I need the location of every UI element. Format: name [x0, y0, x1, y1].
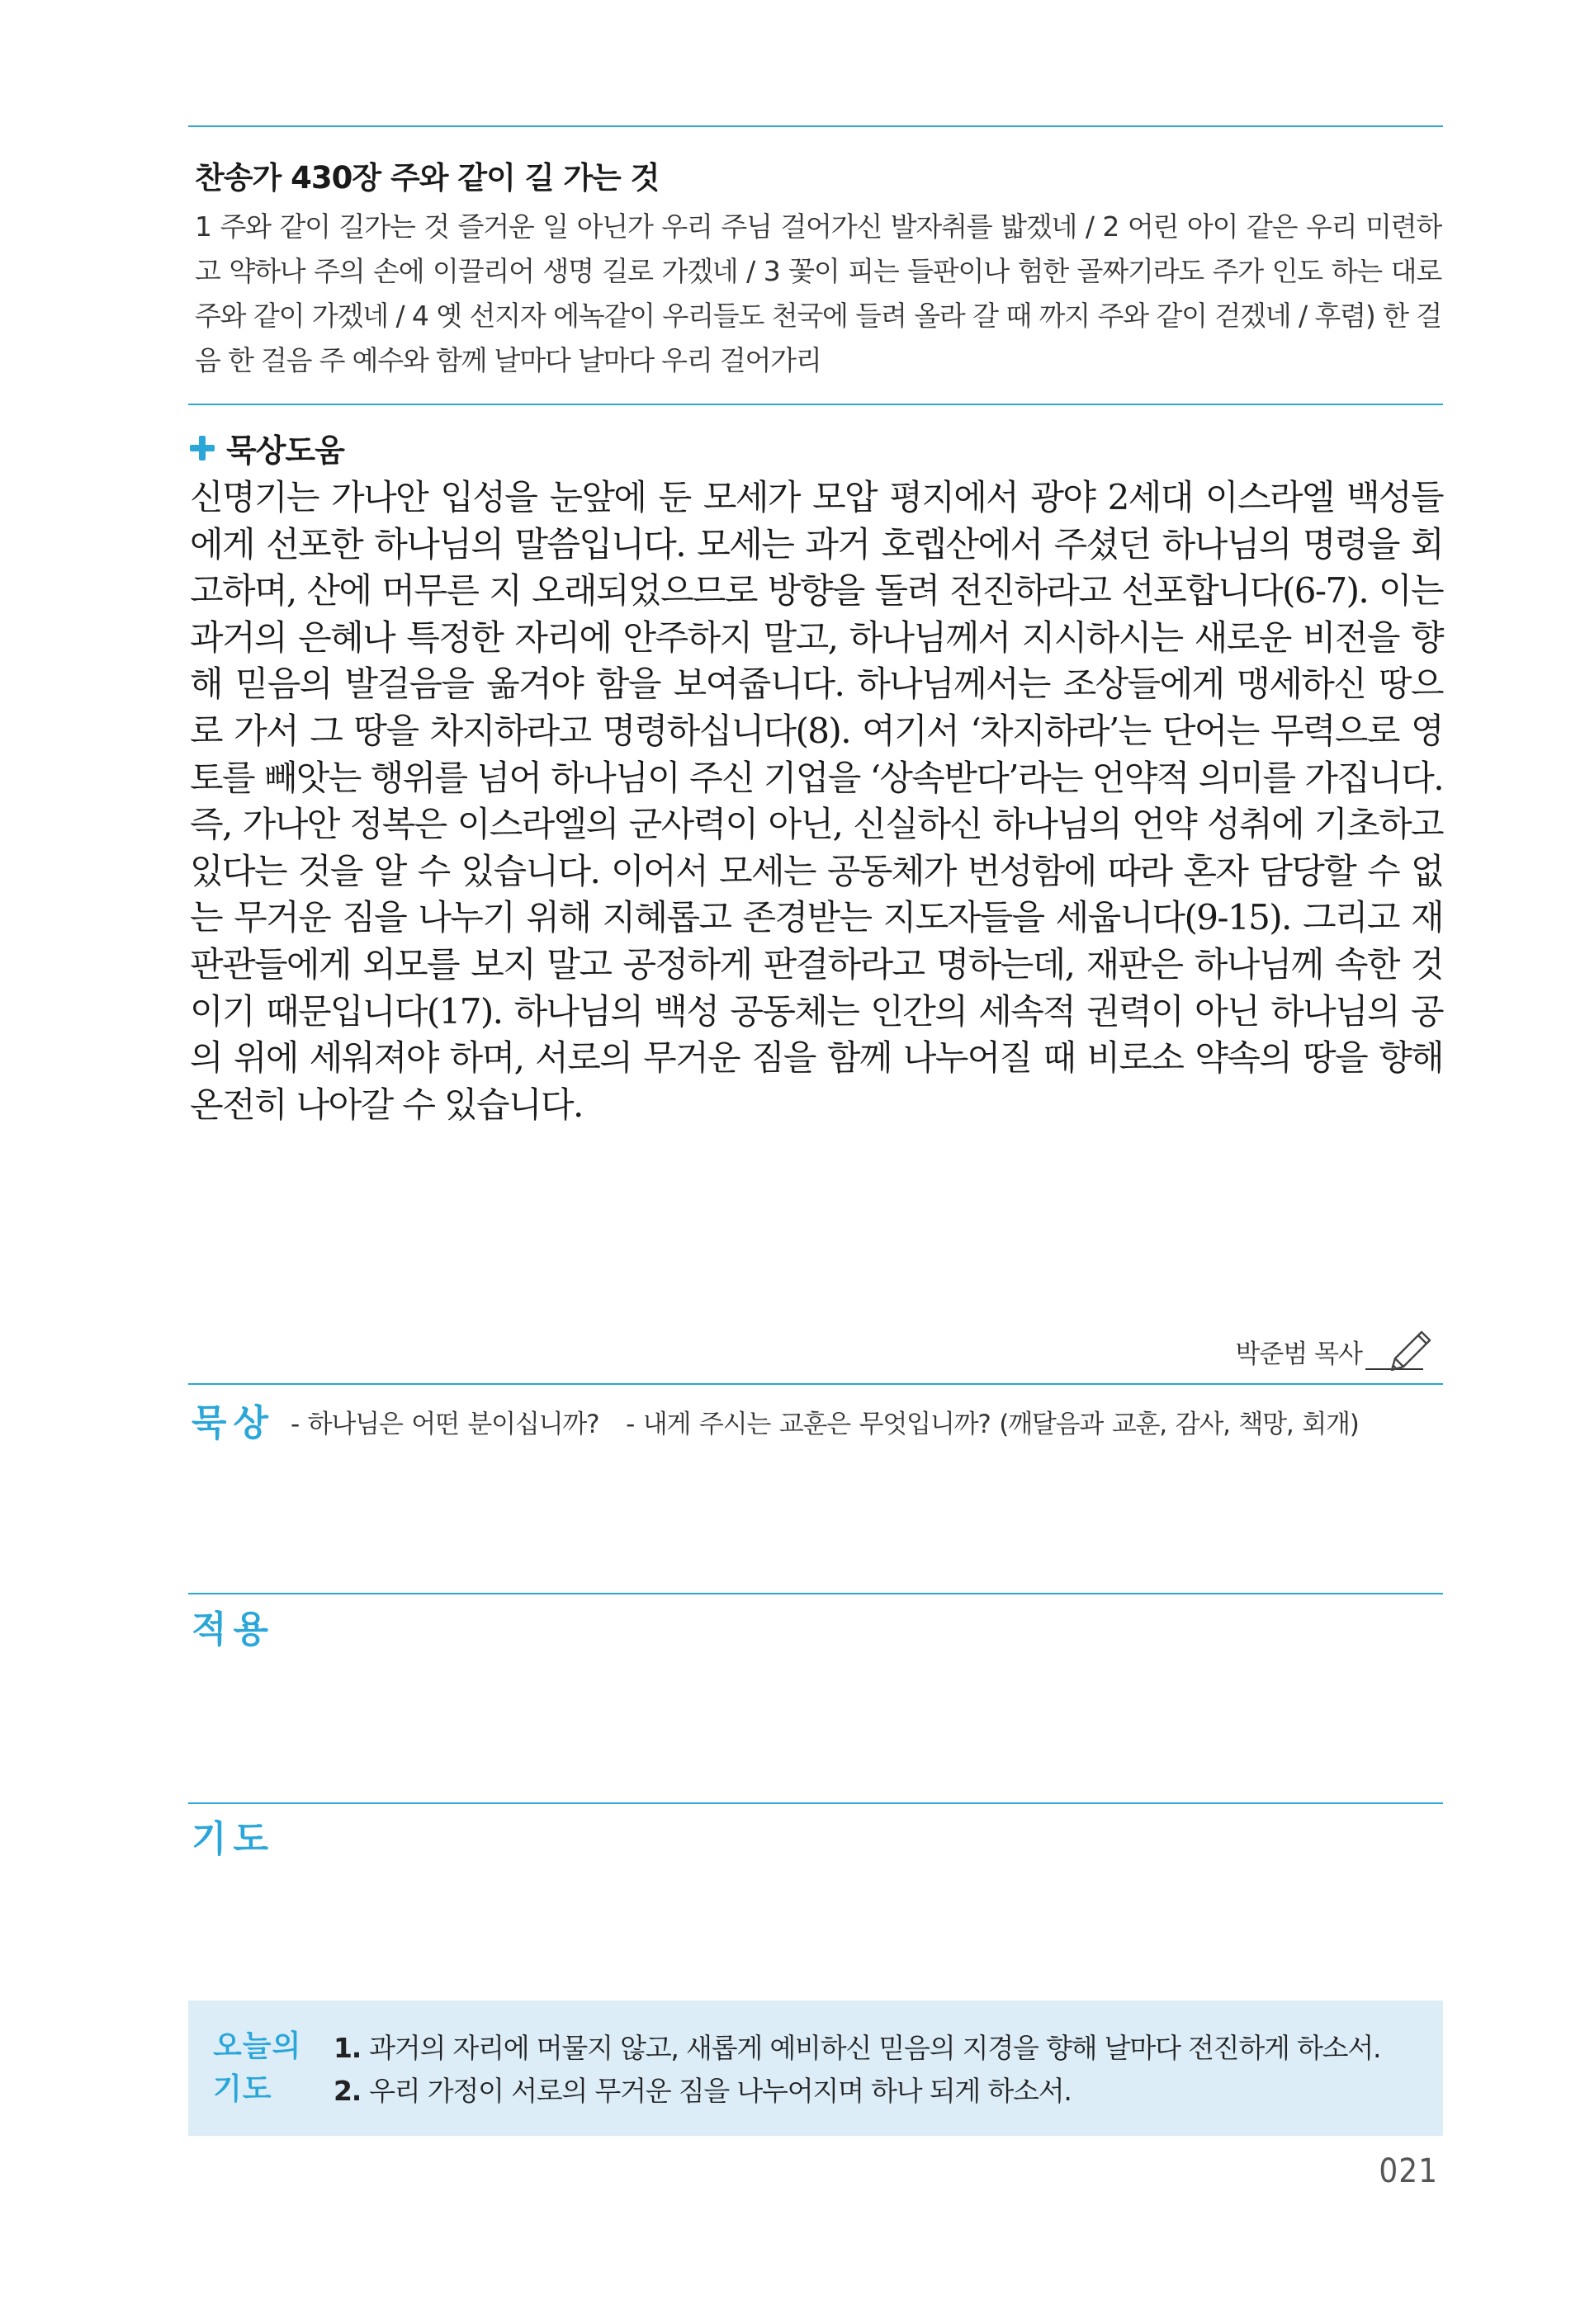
hymn-lyrics: 1 주와 같이 길가는 것 즐거운 일 아닌가 우리 주님 걸어가신 발자취를 밟겠네 / 2 어린 아이 같은 우리 미련하고 약하나 주의 손에 이끌리어 생명 길로 가겠네 / 3 꽃이 피는 들판이나 험한 골짜기라도 주가 인도 하는 대로 주와 같이 가겠네 / 4 옛 선지자 에녹같이 우리들도 천국에 들려 올라 갈 때 까지 주와 같이 걷겠네 / 후렴) 한 걸음 한 걸음 주 예수와 함께 날마다 날마다 우리 걸어가리: [195, 210, 1441, 376]
meditation-help-heading: [190, 425, 344, 470]
muksang-label: 묵상: [192, 1402, 276, 1444]
todays-prayer-label-line1: 오늘의: [213, 2029, 302, 2063]
meditation-help-title: 묵상도움: [226, 432, 344, 469]
plus-icon: [190, 436, 215, 461]
todays-prayer-label-line2: 기도: [213, 2072, 272, 2106]
prayer-item-text: 우리 가정이 서로의 무거운 짐을 나누어지며 하나 되게 하소서.: [369, 2075, 1072, 2107]
author-signature: [1235, 1322, 1436, 1370]
todays-prayer-label: [213, 2025, 301, 2111]
pencil-icon: [1385, 1322, 1436, 1373]
prayer-item: [334, 2027, 1380, 2070]
question-lesson: - 내게 주시는 교훈은 무엇입니까? (깨달음과 교훈, 감사, 책망, 회개): [626, 1410, 1359, 1439]
prayer-item-number: 1.: [334, 2032, 362, 2064]
page-number: 021: [1379, 2152, 1438, 2190]
prayer-item: [334, 2070, 1380, 2113]
todays-prayer-box: [188, 2000, 1443, 2136]
prayer-item-text: 과거의 자리에 머물지 않고, 새롭게 예비하신 믿음의 지경을 향해 날마다 전진하게 하소서.: [369, 2032, 1381, 2064]
author-name: 박준범 목사: [1235, 1339, 1362, 1369]
top-rule: [188, 125, 1443, 127]
application-rule: [188, 1593, 1443, 1594]
prayer-rule: [188, 1802, 1443, 1804]
hymn-bottom-rule: [188, 404, 1443, 405]
prayer-item-number: 2.: [334, 2075, 362, 2107]
meditation-help-body: 신명기는 가나안 입성을 눈앞에 둔 모세가 모압 평지에서 광야 2세대 이스라엘 백성들에게 선포한 하나님의 말씀입니다. 모세는 과거 호렙산에서 주셨던 하나님의 명령을 회고하며, 산에 머무른 지 오래되었으므로 방향을 돌려 전진하라고 선포합니다(6-7). 이는 과거의 은혜나 특정한 자리에 안주하지 말고, 하나님께서 지시하시는 새로운 비전을 향해 믿음의 발걸음을 옮겨야 함을 보여줍니다. 하나님께서는 조상들에게 맹세하신 땅으로 가서 그 땅을 차지하라고 명령하십니다(8). 여기서 ‘차지하라’는 단어는 무력으로 영토를 빼앗는 행위를 넘어 하나님이 주신 기업을 ‘상속받다’라는 언약적 의미를 가집니다. 즉, 가나안 정복은 이스라엘의 군사력이 아닌, 신실하신 하나님의 언약 성취에 기초하고 있다는 것을 알 수 있습니다. 이어서 모세는 공동체가 번성함에 따라 혼자 담당할 수 없는 무거운 짐을 나누기 위해 지혜롭고 존경받는 지도자들을 세웁니다(9-15). 그리고 재판관들에게 외모를 보지 말고 공정하게 판결하라고 명하는데, 재판은 하나님께 속한 것이기 때문입니다(17). 하나님의 백성 공동체는 인간의 세속적 권력이 아닌 하나님의 공의 위에 세워져야 하며, 서로의 무거운 짐을 함께 나누어질 때 비로소 약속의 땅을 향해 온전히 나아갈 수 있습니다.: [190, 477, 1443, 1125]
muksang-questions: [291, 1403, 1377, 1440]
question-who-is-god: - 하나님은 어떤 분이십니까?: [291, 1410, 599, 1439]
hymn-title: 찬송가 430장 주와 같이 길 가는 것: [195, 160, 660, 196]
prayer-label: 기도: [192, 1818, 276, 1860]
muksang-rule: [188, 1383, 1443, 1385]
todays-prayer-items: [334, 2027, 1380, 2113]
application-label: 적용: [192, 1608, 276, 1651]
